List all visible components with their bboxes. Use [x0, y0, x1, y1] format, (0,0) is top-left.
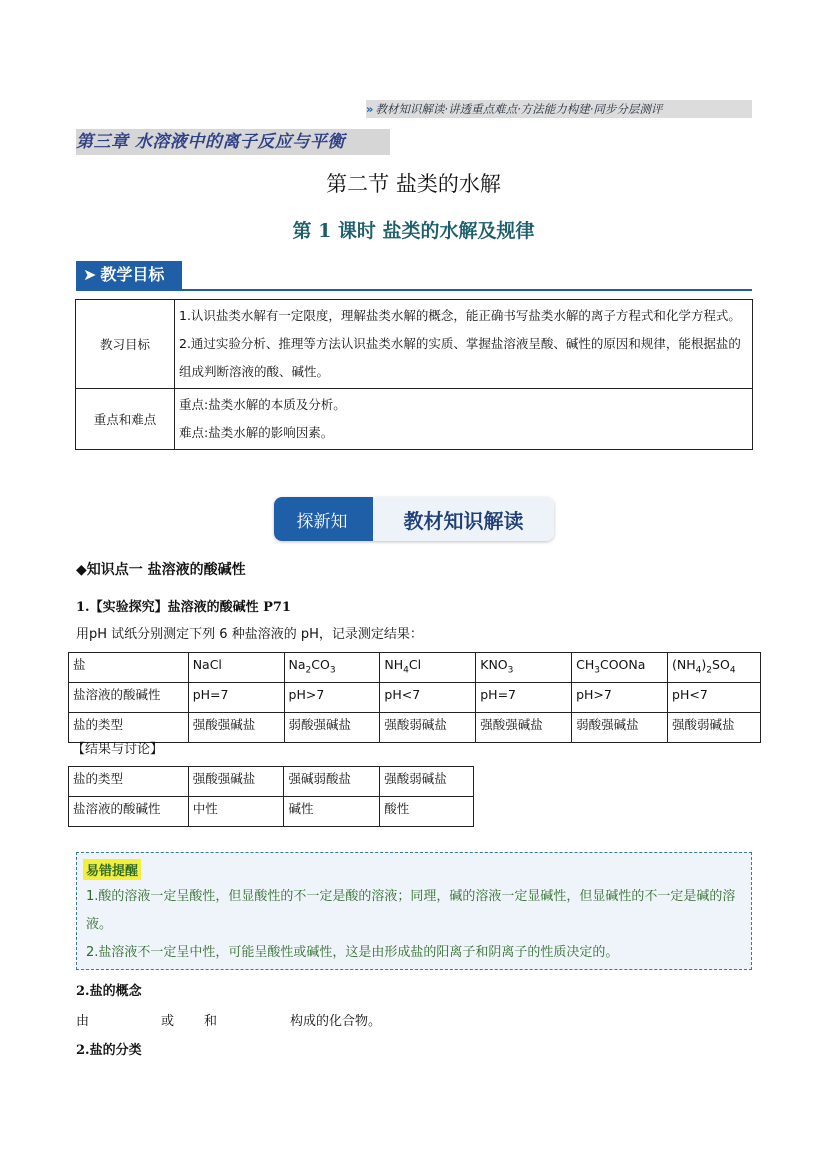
- table-row: [69, 653, 761, 683]
- goals-table: [75, 299, 753, 450]
- knowledge-point-title: ◆知识点一 盐溶液的酸碱性: [76, 562, 246, 578]
- experiment-description: 用pH 试纸分别测定下列 6 种盐溶液的 pH，记录测定结果：: [76, 627, 423, 642]
- goals-row-label: 重点和难点: [76, 389, 175, 450]
- warning-title: 易错提醒: [83, 859, 141, 880]
- table-row: [69, 797, 474, 827]
- table-row: [69, 713, 761, 743]
- salt-type: 强酸强碱盐: [188, 767, 284, 797]
- row-label: 盐溶液的酸碱性: [69, 683, 189, 713]
- salt-formula: $CH_3COONa$: [572, 653, 668, 683]
- table-row: [69, 683, 761, 713]
- solution-nature: 碱性: [284, 797, 380, 827]
- fill-text: 和: [204, 1014, 218, 1029]
- salt-type: 弱酸强碱盐: [284, 713, 380, 743]
- salt-type: 强酸弱碱盐: [380, 713, 476, 743]
- goals-divider: [76, 289, 752, 291]
- goals-row-label: 教习目标: [76, 300, 175, 389]
- explore-left-label: 探新知: [274, 497, 370, 541]
- fill-text: 构成的化合物。: [290, 1014, 382, 1029]
- salt-formula: NaCl: [188, 653, 284, 683]
- solution-nature: 中性: [188, 797, 284, 827]
- ph-value: pH>7: [572, 683, 668, 713]
- warning-line: 1.酸的溶液一定呈酸性，但显酸性的不一定是酸的溶液；同理，碱的溶液一定显碱性，但显碱性的不一定是碱的溶液。: [86, 889, 736, 932]
- salt-concept-body: [76, 1010, 381, 1029]
- row-label: 盐: [69, 653, 189, 683]
- salt-type: 强酸弱碱盐: [380, 767, 474, 797]
- explore-banner: [274, 497, 554, 541]
- row-label: 盐溶液的酸碱性: [69, 797, 189, 827]
- salt-class-title: 2.盐的分类: [76, 1043, 142, 1058]
- goal-line: 重点:盐类水解的本质及分析。: [179, 397, 346, 412]
- fill-text: 或: [161, 1014, 175, 1029]
- solution-nature: 酸性: [380, 797, 474, 827]
- goals-row-content: [175, 300, 753, 389]
- salt-type: 强碱弱酸盐: [284, 767, 380, 797]
- salt-type: 强酸弱碱盐: [668, 713, 761, 743]
- salt-formula: $KNO_3$: [476, 653, 572, 683]
- header-tagline: [366, 100, 752, 118]
- salt-type: 弱酸强碱盐: [572, 713, 668, 743]
- goals-row-keypoints: [76, 389, 753, 450]
- salt-type: 强酸强碱盐: [188, 713, 284, 743]
- goals-banner-label: 教学目标: [100, 265, 165, 284]
- experiment-title: 1.【实验探究】盐溶液的酸碱性 P71: [76, 600, 291, 615]
- ph-table: [68, 652, 761, 743]
- ph-value: pH<7: [380, 683, 476, 713]
- goals-row-objectives: [76, 300, 753, 389]
- chapter-heading: 第三章 水溶液中的离子反应与平衡: [76, 129, 390, 155]
- warning-box: [76, 852, 752, 970]
- ph-value: pH=7: [188, 683, 284, 713]
- goals-banner: [76, 261, 182, 291]
- ph-value: pH=7: [476, 683, 572, 713]
- salt-formula: $Na_2CO_3$: [284, 653, 380, 683]
- result-title: 【结果与讨论】: [72, 742, 164, 757]
- goal-line: 2.通过实验分析、推理等方法认识盐类水解的实质、掌握盐溶液呈酸、碱性的原因和规律，能根据盐的组成判断溶液的酸、碱性。: [179, 336, 741, 379]
- warning-text: [86, 883, 743, 967]
- ph-value: pH>7: [284, 683, 380, 713]
- salt-concept-title: 2.盐的概念: [76, 984, 142, 999]
- section-title: 第二节 盐类的水解: [326, 172, 501, 196]
- salt-formula: $NH_4Cl$: [380, 653, 476, 683]
- goal-line: 难点:盐类水解的影响因素。: [179, 425, 334, 440]
- explore-right-label: 教材知识解读: [370, 497, 554, 541]
- arrow-right-icon: ➤: [83, 265, 97, 284]
- goal-line: 1.认识盐类水解有一定限度，理解盐类水解的概念，能正确书写盐类水解的离子方程式和化学方程式。: [179, 308, 741, 323]
- salt-formula: $(NH_4)_2SO_4$: [668, 653, 761, 683]
- lesson-title: 第 1 课时 盐类的水解及规律: [292, 220, 535, 242]
- double-chevron-icon: »: [366, 102, 374, 116]
- ph-value: pH<7: [668, 683, 761, 713]
- row-label: 盐的类型: [69, 767, 189, 797]
- row-label: 盐的类型: [69, 713, 189, 743]
- warning-line: 2.盐溶液不一定呈中性，可能呈酸性或碱性，这是由形成盐的阳离子和阴离子的性质决定的。: [86, 945, 619, 960]
- tagline-text: 教材知识解读·讲透重点难点·方法能力构建·同步分层测评: [375, 102, 663, 116]
- result-table: [68, 766, 474, 827]
- salt-type: 强酸强碱盐: [476, 713, 572, 743]
- goals-row-content: [175, 389, 753, 450]
- fill-text: 由: [76, 1014, 90, 1029]
- table-row: [69, 767, 474, 797]
